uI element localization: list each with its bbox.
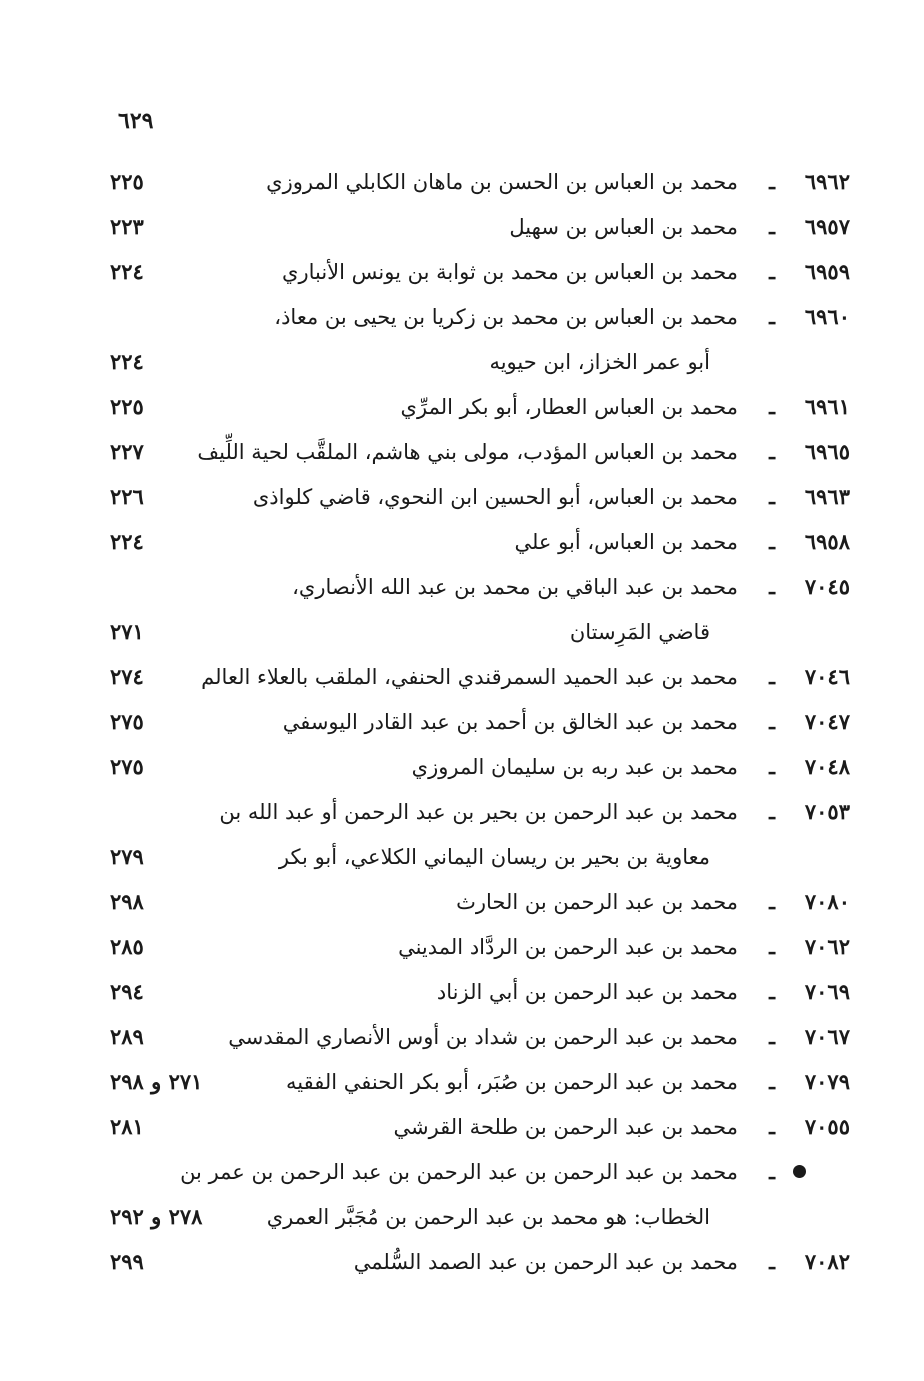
index-entry-continuation <box>110 610 850 654</box>
entry-name: محمد بن عبد الخالق بن أحمد بن عبد القادر اليوسفي <box>282 710 738 734</box>
entry-page-ref: ٢٧٨ و ٢٩٢ <box>110 1204 203 1229</box>
index-entry <box>110 1150 850 1194</box>
entry-page-ref: ٢٩٤ <box>110 979 144 1004</box>
entry-number: ٦٩٦١ <box>804 394 850 419</box>
index-entry <box>110 970 850 1014</box>
entry-page-ref: ٢٨٥ <box>110 934 144 959</box>
entry-name: محمد بن العباس المؤدب، مولى بني هاشم، الملقَّب لحية اللِّيف <box>197 440 738 464</box>
entry-name: محمد بن العباس، أبو علي <box>514 530 738 554</box>
entry-number: ٧٠٦٢ <box>804 934 850 959</box>
entry-name: محمد بن عبد ربه بن سليمان المروزي <box>411 755 738 779</box>
index-entry <box>110 475 850 519</box>
entry-name: محمد بن عبد الباقي بن محمد بن عبد الله الأنصاري، <box>292 575 738 599</box>
entry-page-ref: ٢٢٦ <box>110 484 144 509</box>
entry-continuation: معاوية بن بحير بن ريسان اليماني الكلاعي، أبو بكر <box>278 845 710 869</box>
index-entry <box>110 430 850 474</box>
entry-dash: ـ <box>769 1115 775 1139</box>
entry-page-ref: ٢٧١ و ٢٩٨ <box>110 1069 203 1094</box>
entry-dash: ـ <box>769 800 775 824</box>
entry-name: محمد بن العباس بن محمد بن زكريا بن يحيى بن معاذ، <box>274 305 738 329</box>
entry-name: محمد بن العباس بن الحسن بن ماهان الكابلي المروزي <box>266 170 738 194</box>
entry-number: ٧٠٤٦ <box>804 664 850 689</box>
entry-continuation: الخطاب: هو محمد بن عبد الرحمن بن مُجَبَّر العمري <box>266 1205 710 1229</box>
entry-dash: ـ <box>769 1070 775 1094</box>
entry-dash: ـ <box>769 305 775 329</box>
entry-name: محمد بن عبد الرحمن بن عبد الرحمن بن عبد الرحمن بن عمر بن <box>180 1160 738 1184</box>
index-entry <box>110 880 850 924</box>
index-entry <box>110 385 850 429</box>
entry-number: ٧٠٤٨ <box>804 754 850 779</box>
index-entry-continuation <box>110 835 850 879</box>
entry-dash: ـ <box>769 1160 775 1184</box>
entry-page-ref: ٢٢٤ <box>110 259 144 284</box>
entry-name: محمد بن عبد الرحمن بن صُبَر، أبو بكر الحنفي الفقيه <box>286 1070 738 1094</box>
entry-page-ref: ٢٩٩ <box>110 1249 144 1274</box>
entry-dash: ـ <box>769 530 775 554</box>
entry-page-ref: ٢٧٤ <box>110 664 144 689</box>
index-entry <box>110 925 850 969</box>
entry-dash: ـ <box>769 1025 775 1049</box>
entry-number: ٧٠٥٣ <box>804 799 850 824</box>
entry-dash: ـ <box>769 755 775 779</box>
entry-number: ٦٩٥٩ <box>804 259 850 284</box>
index-entry <box>110 250 850 294</box>
entry-dash: ـ <box>769 485 775 509</box>
entry-name: محمد بن عبد الرحمن بن أبي الزناد <box>436 980 738 1004</box>
entry-number: ٦٩٥٨ <box>804 529 850 554</box>
entry-dash: ـ <box>769 575 775 599</box>
entry-name: محمد بن عبد الرحمن بن شداد بن أوس الأنصاري المقدسي <box>228 1025 738 1049</box>
entry-number: ٧٠٥٥ <box>804 1114 850 1139</box>
index-entry <box>110 1240 850 1284</box>
entry-page-ref: ٢٢٥ <box>110 394 144 419</box>
index-entry-continuation <box>110 1195 850 1239</box>
entry-dash: ـ <box>769 215 775 239</box>
entry-name: محمد بن عبد الحميد السمرقندي الحنفي، الملقب بالعلاء العالم <box>201 665 738 689</box>
index-entry <box>110 655 850 699</box>
entry-number: ٧٠٧٩ <box>804 1069 850 1094</box>
entry-number: ٦٩٥٧ <box>804 214 850 239</box>
entry-page-ref: ٢٢٤ <box>110 529 144 554</box>
bullet-icon <box>793 1165 806 1178</box>
index-entry <box>110 160 850 204</box>
entry-page-ref: ٢٨٩ <box>110 1024 144 1049</box>
index-entry <box>110 790 850 834</box>
index-entry <box>110 1015 850 1059</box>
entry-page-ref: ٢٢٧ <box>110 439 144 464</box>
entry-page-ref: ٢٨١ <box>110 1114 144 1139</box>
page-number: ٦٢٩ <box>118 108 154 134</box>
entry-page-ref: ٢٧٥ <box>110 754 144 779</box>
index-entry <box>110 295 850 339</box>
entry-number: ٧٠٤٥ <box>804 574 850 599</box>
entry-dash: ـ <box>769 260 775 284</box>
entry-page-ref: ٢٢٣ <box>110 214 144 239</box>
entry-number: ٧٠٨٢ <box>804 1249 850 1274</box>
index-entry <box>110 1060 850 1104</box>
entry-number: ٦٩٦٣ <box>804 484 850 509</box>
entry-continuation: قاضي المَرِستان <box>569 620 710 644</box>
index-entry <box>110 700 850 744</box>
entry-page-ref: ٢٧١ <box>110 619 144 644</box>
entry-name: محمد بن عبد الرحمن بن بحير بن عبد الرحمن أو عبد الله بن <box>219 800 738 824</box>
entry-page-ref: ٢٧٩ <box>110 844 144 869</box>
entry-dash: ـ <box>769 665 775 689</box>
entry-name: محمد بن عبد الرحمن بن طلحة القرشي <box>393 1115 738 1139</box>
entry-dash: ـ <box>769 440 775 464</box>
entry-number: ٦٩٦٥ <box>804 439 850 464</box>
index-entry <box>110 1105 850 1149</box>
entry-number: ٧٠٨٠ <box>804 889 850 914</box>
entry-dash: ـ <box>769 935 775 959</box>
entry-dash: ـ <box>769 710 775 734</box>
entry-number: ٧٠٤٧ <box>804 709 850 734</box>
entry-name: محمد بن عبد الرحمن بن عبد الصمد السُّلمي <box>353 1250 738 1274</box>
entry-number: ٦٩٦٢ <box>804 169 850 194</box>
entry-dash: ـ <box>769 1250 775 1274</box>
entry-name: محمد بن العباس بن سهيل <box>509 215 738 239</box>
entry-number: ٧٠٦٩ <box>804 979 850 1004</box>
entry-continuation: أبو عمر الخزاز، ابن حيويه <box>489 350 710 374</box>
entry-number: ٧٠٦٧ <box>804 1024 850 1049</box>
entry-page-ref: ٢٧٥ <box>110 709 144 734</box>
entry-name: محمد بن عبد الرحمن بن الردَّاد المديني <box>398 935 738 959</box>
index-entry <box>110 205 850 249</box>
index-entry-continuation <box>110 340 850 384</box>
index-entry <box>110 520 850 564</box>
entry-name: محمد بن عبد الرحمن بن الحارث <box>456 890 738 914</box>
entry-dash: ـ <box>769 170 775 194</box>
entry-dash: ـ <box>769 980 775 1004</box>
entry-dash: ـ <box>769 395 775 419</box>
index-entry <box>110 745 850 789</box>
entry-number: ٦٩٦٠ <box>804 304 850 329</box>
entry-name: محمد بن العباس بن محمد بن ثوابة بن يونس الأنباري <box>282 260 738 284</box>
entry-dash: ـ <box>769 890 775 914</box>
entry-page-ref: ٢٢٤ <box>110 349 144 374</box>
entry-name: محمد بن العباس، أبو الحسين ابن النحوي، قاضي كلواذى <box>252 485 738 509</box>
entry-page-ref: ٢٢٥ <box>110 169 144 194</box>
entry-name: محمد بن العباس العطار، أبو بكر المرِّي <box>400 395 738 419</box>
entry-page-ref: ٢٩٨ <box>110 889 144 914</box>
index-entry <box>110 565 850 609</box>
